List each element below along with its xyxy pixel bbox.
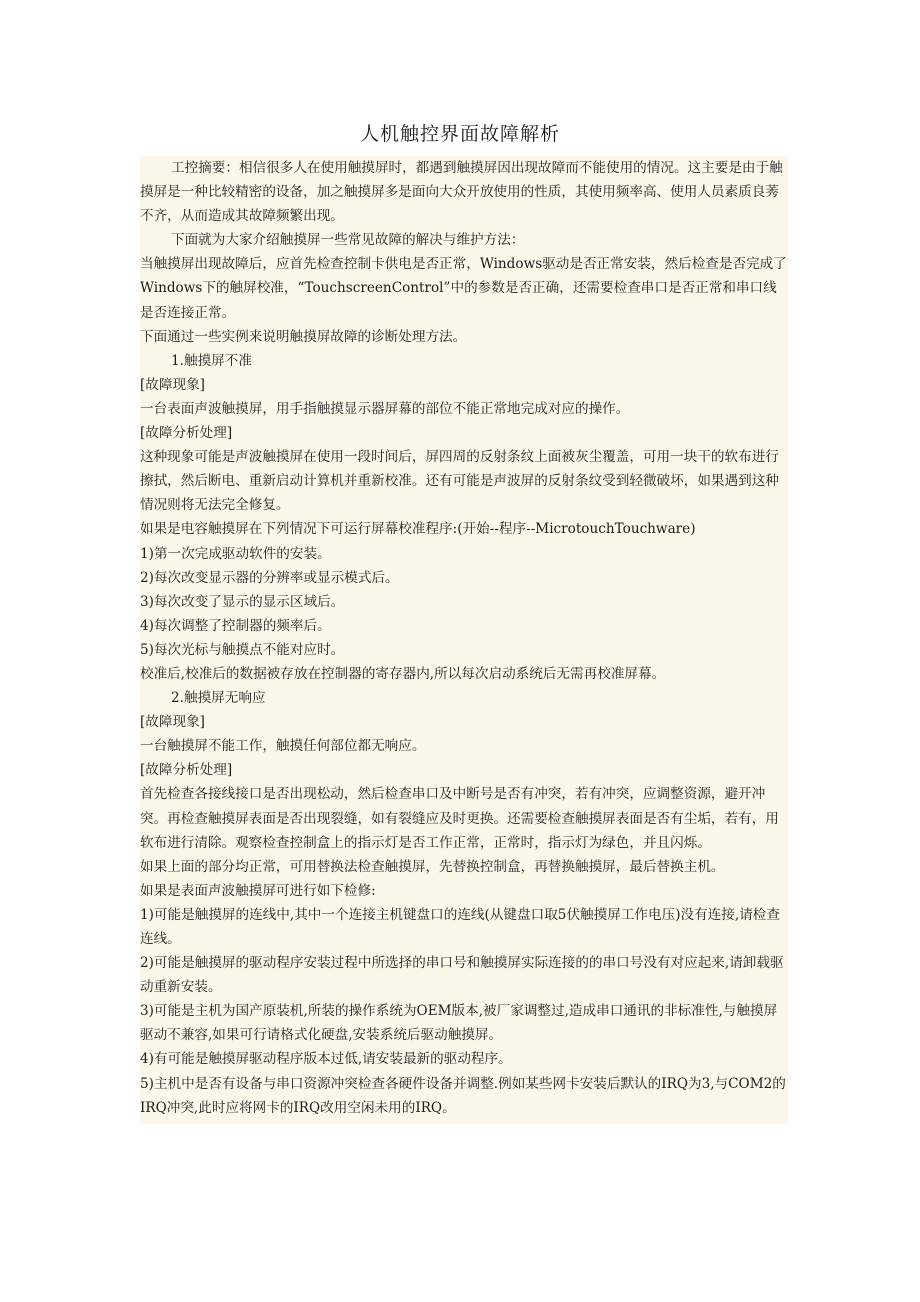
paragraph: 2)可能是触摸屏的驱动程序安装过程中所选择的串口号和触摸屏实际连接的的串口号没有对应起来,请卸载驱动重新安装。 bbox=[140, 955, 784, 996]
paragraph: 首先检查各接线接口是否出现松动，然后检查串口及中断号是否有冲突，若有冲突，应调整资源，避开冲突。再检查触摸屏表面是否出现裂缝，如有裂缝应及时更换。还需要检查触摸屏表面是否有尘垢，若有，用软布进行清除。观察检查控制盒上的指示灯是否工作正常，正常时，指示灯为绿色，并且闪烁。 bbox=[140, 786, 779, 851]
paragraph: 如果上面的部分均正常，可用替换法检查触摸屏，先替换控制盒，再替换触摸屏，最后替换主机。 bbox=[140, 858, 725, 875]
paragraph: 一台触摸屏不能工作，触摸任何部位都无响应。 bbox=[140, 738, 426, 755]
paragraph: 4)有可能是触摸屏驱动程序版本过低,请安装最新的驱动程序。 bbox=[140, 1051, 512, 1068]
paragraph: 3)每次改变了显示的显示区域后。 bbox=[140, 593, 345, 610]
paragraph: 4)每次调整了控制器的频率后。 bbox=[140, 617, 331, 634]
paragraph: [故障现象] bbox=[140, 376, 205, 393]
paragraph: 这种现象可能是声波触摸屏在使用一段时间后，屏四周的反射条纹上面被灰尘覆盖，可用一块干的软布进行擦拭，然后断电、重新启动计算机并重新校准。还有可能是声波屏的反射条纹受到轻微破坏，如果遇到这种情况则将无法完全修复。 bbox=[140, 449, 779, 514]
paragraph: 工控摘要：相信很多人在使用触摸屏时，都遇到触摸屏因出现故障而不能使用的情况。这主要是由于触摸屏是一种比较精密的设备，加之触摸屏多是面向大众开放使用的性质，其使用频率高、使用人员素质良莠不齐，从而造成其故障频繁出现。 bbox=[140, 160, 783, 225]
paragraph: 校准后,校准后的数据被存放在控制器的寄存器内,所以每次启动系统后无需再校准屏幕。 bbox=[140, 665, 666, 682]
paragraph: 一台表面声波触摸屏，用手指触摸显示器屏幕的部位不能正常地完成对应的操作。 bbox=[140, 400, 630, 417]
section-heading: 2.触摸屏无响应 bbox=[171, 690, 266, 707]
paragraph: 5)主机中是否有设备与串口资源冲突检查各硬件设备并调整.例如某些网卡安装后默认的IRQ为3,与COM2的IRQ冲突,此时应将网卡的IRQ改用空闲未用的IRQ。 bbox=[140, 1075, 786, 1116]
paragraph: 如果是表面声波触摸屏可进行如下检修: bbox=[140, 882, 376, 899]
paragraph: 当触摸屏出现故障后，应首先检查控制卡供电是否正常，Windows驱动是否正常安装，然后检查是否完成了Windows下的触屏校准，“TouchscreenControl”中的参数是否正确，还需要检查串口是否正常和串口线是否连接正常。 bbox=[140, 256, 787, 321]
document-body bbox=[140, 156, 788, 1124]
paragraph: 1)可能是触摸屏的连线中,其中一个连接主机键盘口的连线(从键盘口取5伏触摸屏工作电压)没有连接,请检查连线。 bbox=[140, 906, 780, 947]
paragraph: 下面通过一些实例来说明触摸屏故障的诊断处理方法。 bbox=[140, 328, 467, 345]
paragraph: 1)第一次完成驱动软件的安装。 bbox=[140, 545, 331, 562]
paragraph: 下面就为大家介绍触摸屏一些常见故障的解决与维护方法： bbox=[171, 232, 525, 249]
paragraph: [故障现象] bbox=[140, 714, 205, 731]
paragraph: 5)每次光标与触摸点不能对应时。 bbox=[140, 641, 345, 658]
document-title: 人机触控界面故障解析 bbox=[359, 123, 560, 145]
paragraph: [故障分析处理] bbox=[140, 762, 233, 779]
paragraph: [故障分析处理] bbox=[140, 425, 233, 442]
paragraph: 2)每次改变显示器的分辨率或显示模式后。 bbox=[140, 569, 399, 586]
paragraph: 3)可能是主机为国产原装机,所装的操作系统为OEM版本,被厂家调整过,造成串口通讯的非标准性,与触摸屏驱动不兼容,如果可行请格式化硬盘,安装系统后驱动触摸屏。 bbox=[140, 1003, 778, 1044]
section-heading: 1.触摸屏不准 bbox=[171, 352, 252, 369]
paragraph: 如果是电容触摸屏在下列情况下可运行屏幕校准程序:(开始--程序--MicrotouchTouchware) bbox=[140, 521, 696, 538]
